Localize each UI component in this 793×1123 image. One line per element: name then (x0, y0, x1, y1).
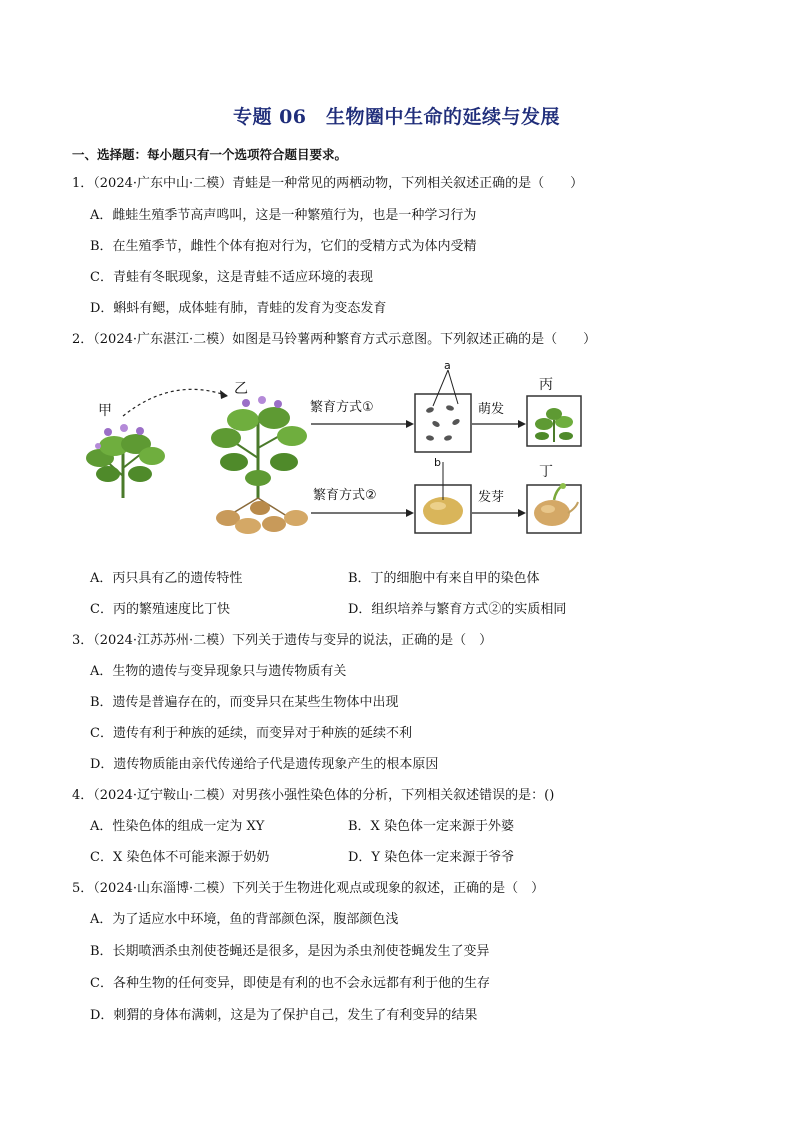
diagram-graphics (78, 358, 598, 538)
question-1-option-c[interactable]: C．青蛙有冬眠现象，这是青蛙不适应环境的表现 (90, 270, 373, 285)
label-a: a (444, 359, 451, 372)
question-4-option-c[interactable]: C．X 染色体不可能来源于奶奶 (90, 850, 270, 865)
question-5-stem: 5．（2024·山东淄博·二模）下列关于生物进化观点或现象的叙述，正确的是（ ） (72, 881, 545, 896)
question-5-option-d[interactable]: D．刺猬的身体布满刺，这是为了保护自己，发生了有利变异的结果 (90, 1008, 478, 1023)
question-3-option-b[interactable]: B．遗传是普遍存在的，而变异只在某些生物体中出现 (90, 695, 399, 710)
label-b: b (434, 456, 441, 469)
question-5-option-b[interactable]: B．长期喷洒杀虫剂使苍蝇还是很多，是因为杀虫剂使苍蝇发生了变异 (90, 944, 490, 959)
question-2-option-b[interactable]: B．丁的细胞中有来自甲的染色体 (348, 571, 540, 586)
question-1-option-d[interactable]: D．蝌蚪有鳃，成体蛙有肺，青蛙的发育为变态发育 (90, 301, 387, 316)
question-4-stem: 4．（2024·辽宁鞍山·二模）对男孩小强性染色体的分析，下列相关叙述错误的是：() (72, 788, 555, 803)
label-sprout: 萌发 (478, 402, 505, 417)
label-bing: 丙 (539, 377, 553, 393)
question-4-option-b[interactable]: B．X 染色体一定来源于外婆 (348, 819, 514, 834)
arc-arrowhead (220, 390, 228, 399)
plant-yi-icon (211, 396, 308, 534)
page-title: 专题 06 生物圈中生命的延续与发展 (232, 106, 561, 128)
question-3-option-a[interactable]: A．生物的遗传与变异现象只与遗传物质有关 (90, 664, 347, 679)
question-2-stem: 2．（2024·广东湛江·二模）如图是马铃薯两种繁育方式示意图。下列叙述正确的是（ ） (72, 332, 597, 347)
question-5-option-a[interactable]: A．为了适应水中环境，鱼的背部颜色深，腹部颜色浅 (90, 912, 399, 927)
question-5-option-c[interactable]: C．各种生物的任何变异，即使是有利的也不会永远都有利于他的生存 (90, 976, 490, 991)
question-1-option-a[interactable]: A．雌蛙生殖季节高声鸣叫，这是一种繁殖行为，也是一种学习行为 (90, 208, 477, 223)
question-3-option-d[interactable]: D．遗传物质能由亲代传递给子代是遗传现象产生的根本原因 (90, 757, 439, 772)
plant-jia-icon (86, 424, 165, 498)
question-3-option-c[interactable]: C．遗传有利于种族的延续，而变异对于种族的延续不利 (90, 726, 412, 741)
label-method2: 繁育方式② (313, 488, 377, 503)
dashed-arc (123, 389, 228, 416)
potato-propagation-diagram (78, 358, 598, 538)
question-2-option-c[interactable]: C．丙的繁殖速度比丁快 (90, 602, 230, 617)
label-bud: 发芽 (478, 490, 505, 505)
question-3-stem: 3．（2024·江苏苏州·二模）下列关于遗传与变异的说法，正确的是（ ） (72, 633, 493, 648)
label-ding: 丁 (539, 464, 553, 480)
section-heading: 一、选择题：每小题只有一个选项符合题目要求。 (72, 147, 348, 162)
question-2-option-d[interactable]: D．组织培养与繁育方式②的实质相同 (348, 602, 567, 617)
label-jia: 甲 (98, 403, 112, 419)
question-4-option-a[interactable]: A．性染色体的组成一定为 XY (90, 819, 265, 834)
label-yi: 乙 (234, 381, 248, 397)
question-1-option-b[interactable]: B．在生殖季节，雌性个体有抱对行为，它们的受精方式为体内受精 (90, 239, 477, 254)
label-method1: 繁育方式① (310, 400, 374, 415)
question-2-option-a[interactable]: A．丙只具有乙的遗传特性 (90, 571, 243, 586)
question-4-option-d[interactable]: D．Y 染色体一定来源于爷爷 (348, 850, 515, 865)
question-1-stem: 1．（2024·广东中山·二模）青蛙是一种常见的两栖动物，下列相关叙述正确的是（ ） (72, 176, 584, 191)
seed-box (415, 394, 471, 452)
